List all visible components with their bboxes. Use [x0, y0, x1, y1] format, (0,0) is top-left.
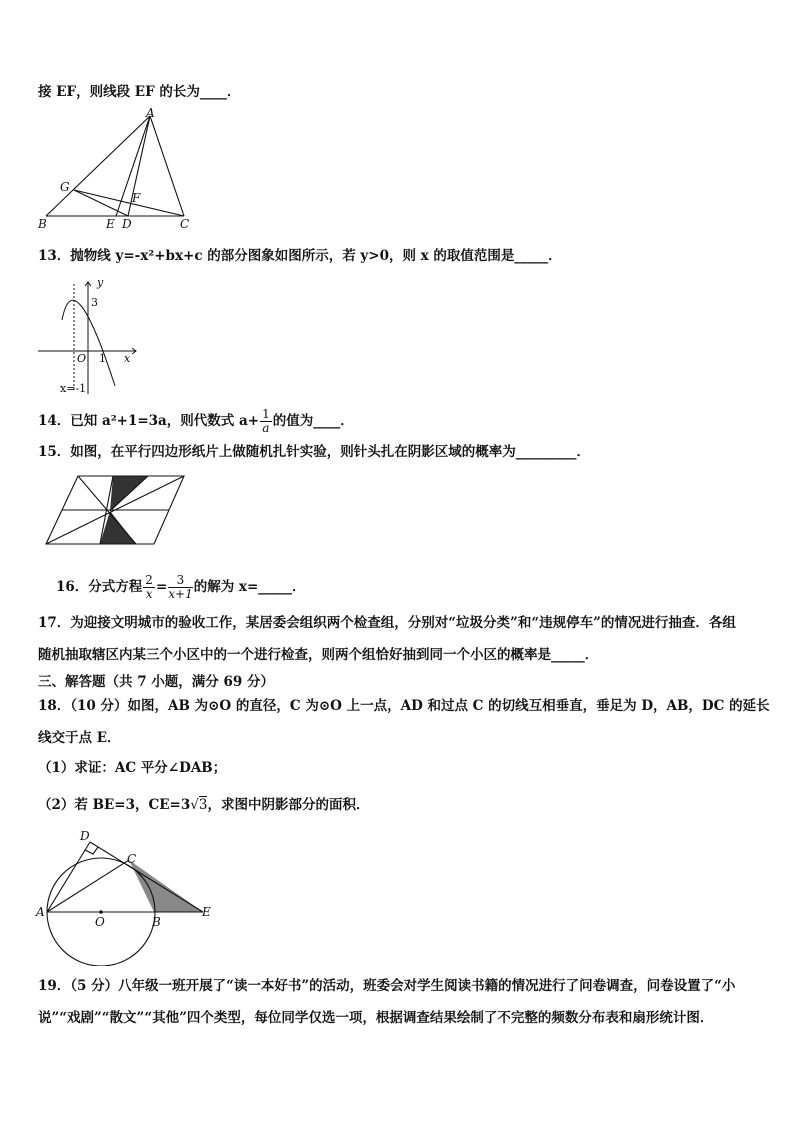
- side-ac: [150, 116, 184, 216]
- label-three: 3: [91, 296, 98, 309]
- label-g: G: [60, 180, 70, 194]
- label-axis-line: x=-1: [60, 382, 87, 395]
- label-d: D: [80, 829, 90, 843]
- label-e: E: [106, 217, 115, 231]
- q18-line2: 线交于点 E．: [38, 730, 121, 746]
- q18-part1: （1）求证：AC 平分∠DAB；: [38, 760, 227, 776]
- label-e: E: [202, 905, 211, 919]
- label-one: 1: [99, 352, 106, 365]
- q16-f1-num: 2: [145, 573, 153, 587]
- q14-fraction: [260, 408, 272, 435]
- q16-f2-num: 3: [168, 574, 192, 588]
- label-a: A: [146, 108, 155, 120]
- q18-part2-radicand: 3: [198, 797, 208, 813]
- q16-f1-den: x: [145, 587, 153, 601]
- q18-part2: [38, 795, 764, 815]
- section-three-heading: 三、解答题（共 7 小题，满分 69 分）: [38, 674, 274, 690]
- q13-text: 13．抛物线 y=-x²+bx+c 的部分图象如图所示，若 y>0，则 x 的取值范围是_____．: [38, 248, 562, 264]
- q19-line2: 说”“戏剧”“散文”“其他”四个类型，每位同学仅选一项，根据调查结果绘制了不完整的频数分布表和扇形统计图．: [38, 1010, 714, 1026]
- label-f: F: [132, 191, 141, 205]
- label-a: A: [36, 905, 45, 919]
- q16-pre: 16．分式方程: [56, 579, 143, 595]
- q19-line1: 19．（5 分）八年级一班开展了“读一本好书”的活动，班委会对学生阅读书籍的情况进行了问卷调查，问卷设置了“小: [38, 978, 736, 994]
- label-b: B: [38, 217, 47, 231]
- q14-num: 1: [262, 407, 270, 421]
- q16-f2-den: x+1: [168, 587, 193, 601]
- q18-part2-post: ，求图中阴影部分的面积．: [207, 797, 370, 813]
- line-de: [90, 842, 203, 912]
- parallelogram-figure-q15: [42, 470, 190, 550]
- right-angle-mark: [85, 847, 98, 854]
- label-b: B: [152, 915, 161, 929]
- q17-line1: 17．为迎接文明城市的验收工作，某居委会组织两个检查组，分别对“垃圾分类”和“违规停车”的情况进行抽查．各组: [38, 615, 736, 631]
- circle-tangent-figure-q18: [32, 826, 222, 966]
- label-x: x: [124, 352, 131, 365]
- label-o: O: [95, 915, 105, 929]
- q14-pre: 14．已知 a²+1=3a，则代数式 a+: [38, 413, 260, 429]
- q14-text: [38, 408, 764, 435]
- q16-fraction-1: [143, 574, 155, 601]
- q18-line1: 18．（10 分）如图，AB 为⊙O 的直径，C 为⊙O 上一点，AD 和过点 C 的切线互相垂直，垂足为 D，AB，DC 的延长: [38, 698, 770, 714]
- q16-fraction-2: [168, 574, 192, 601]
- q17-line2: 随机抽取辖区内某三个小区中的一个进行检查，则两个组恰好抽到同一个小区的概率是_____．: [38, 647, 599, 663]
- triangle-figure-q12: [36, 108, 196, 234]
- q14-den: a: [262, 421, 270, 435]
- line-ac: [47, 860, 129, 912]
- q16-text: [56, 574, 764, 601]
- label-d: D: [122, 217, 132, 231]
- center-dot: [99, 910, 103, 914]
- q14-post: 的值为____．: [272, 413, 354, 429]
- sqrt-symbol: √: [190, 797, 199, 813]
- q16-post: 的解为 x=_____．: [193, 579, 306, 595]
- label-c: C: [127, 852, 137, 866]
- q15-text: 15．如图，在平行四边形纸片上做随机扎针实验，则针头扎在阴影区域的概率为_________．: [38, 444, 591, 460]
- label-y: y: [97, 276, 104, 289]
- label-c: C: [180, 217, 190, 231]
- q16-eq: =: [155, 579, 168, 595]
- label-origin: O: [77, 352, 87, 365]
- parabola-graph-q13: [36, 274, 146, 400]
- shaded-region: [129, 860, 203, 912]
- q18-part2-pre: （2）若 BE=3，CE=3: [38, 797, 191, 813]
- q12-tail-text: 接 EF，则线段 EF 的长为____．: [38, 84, 241, 100]
- line-ad: [47, 842, 90, 912]
